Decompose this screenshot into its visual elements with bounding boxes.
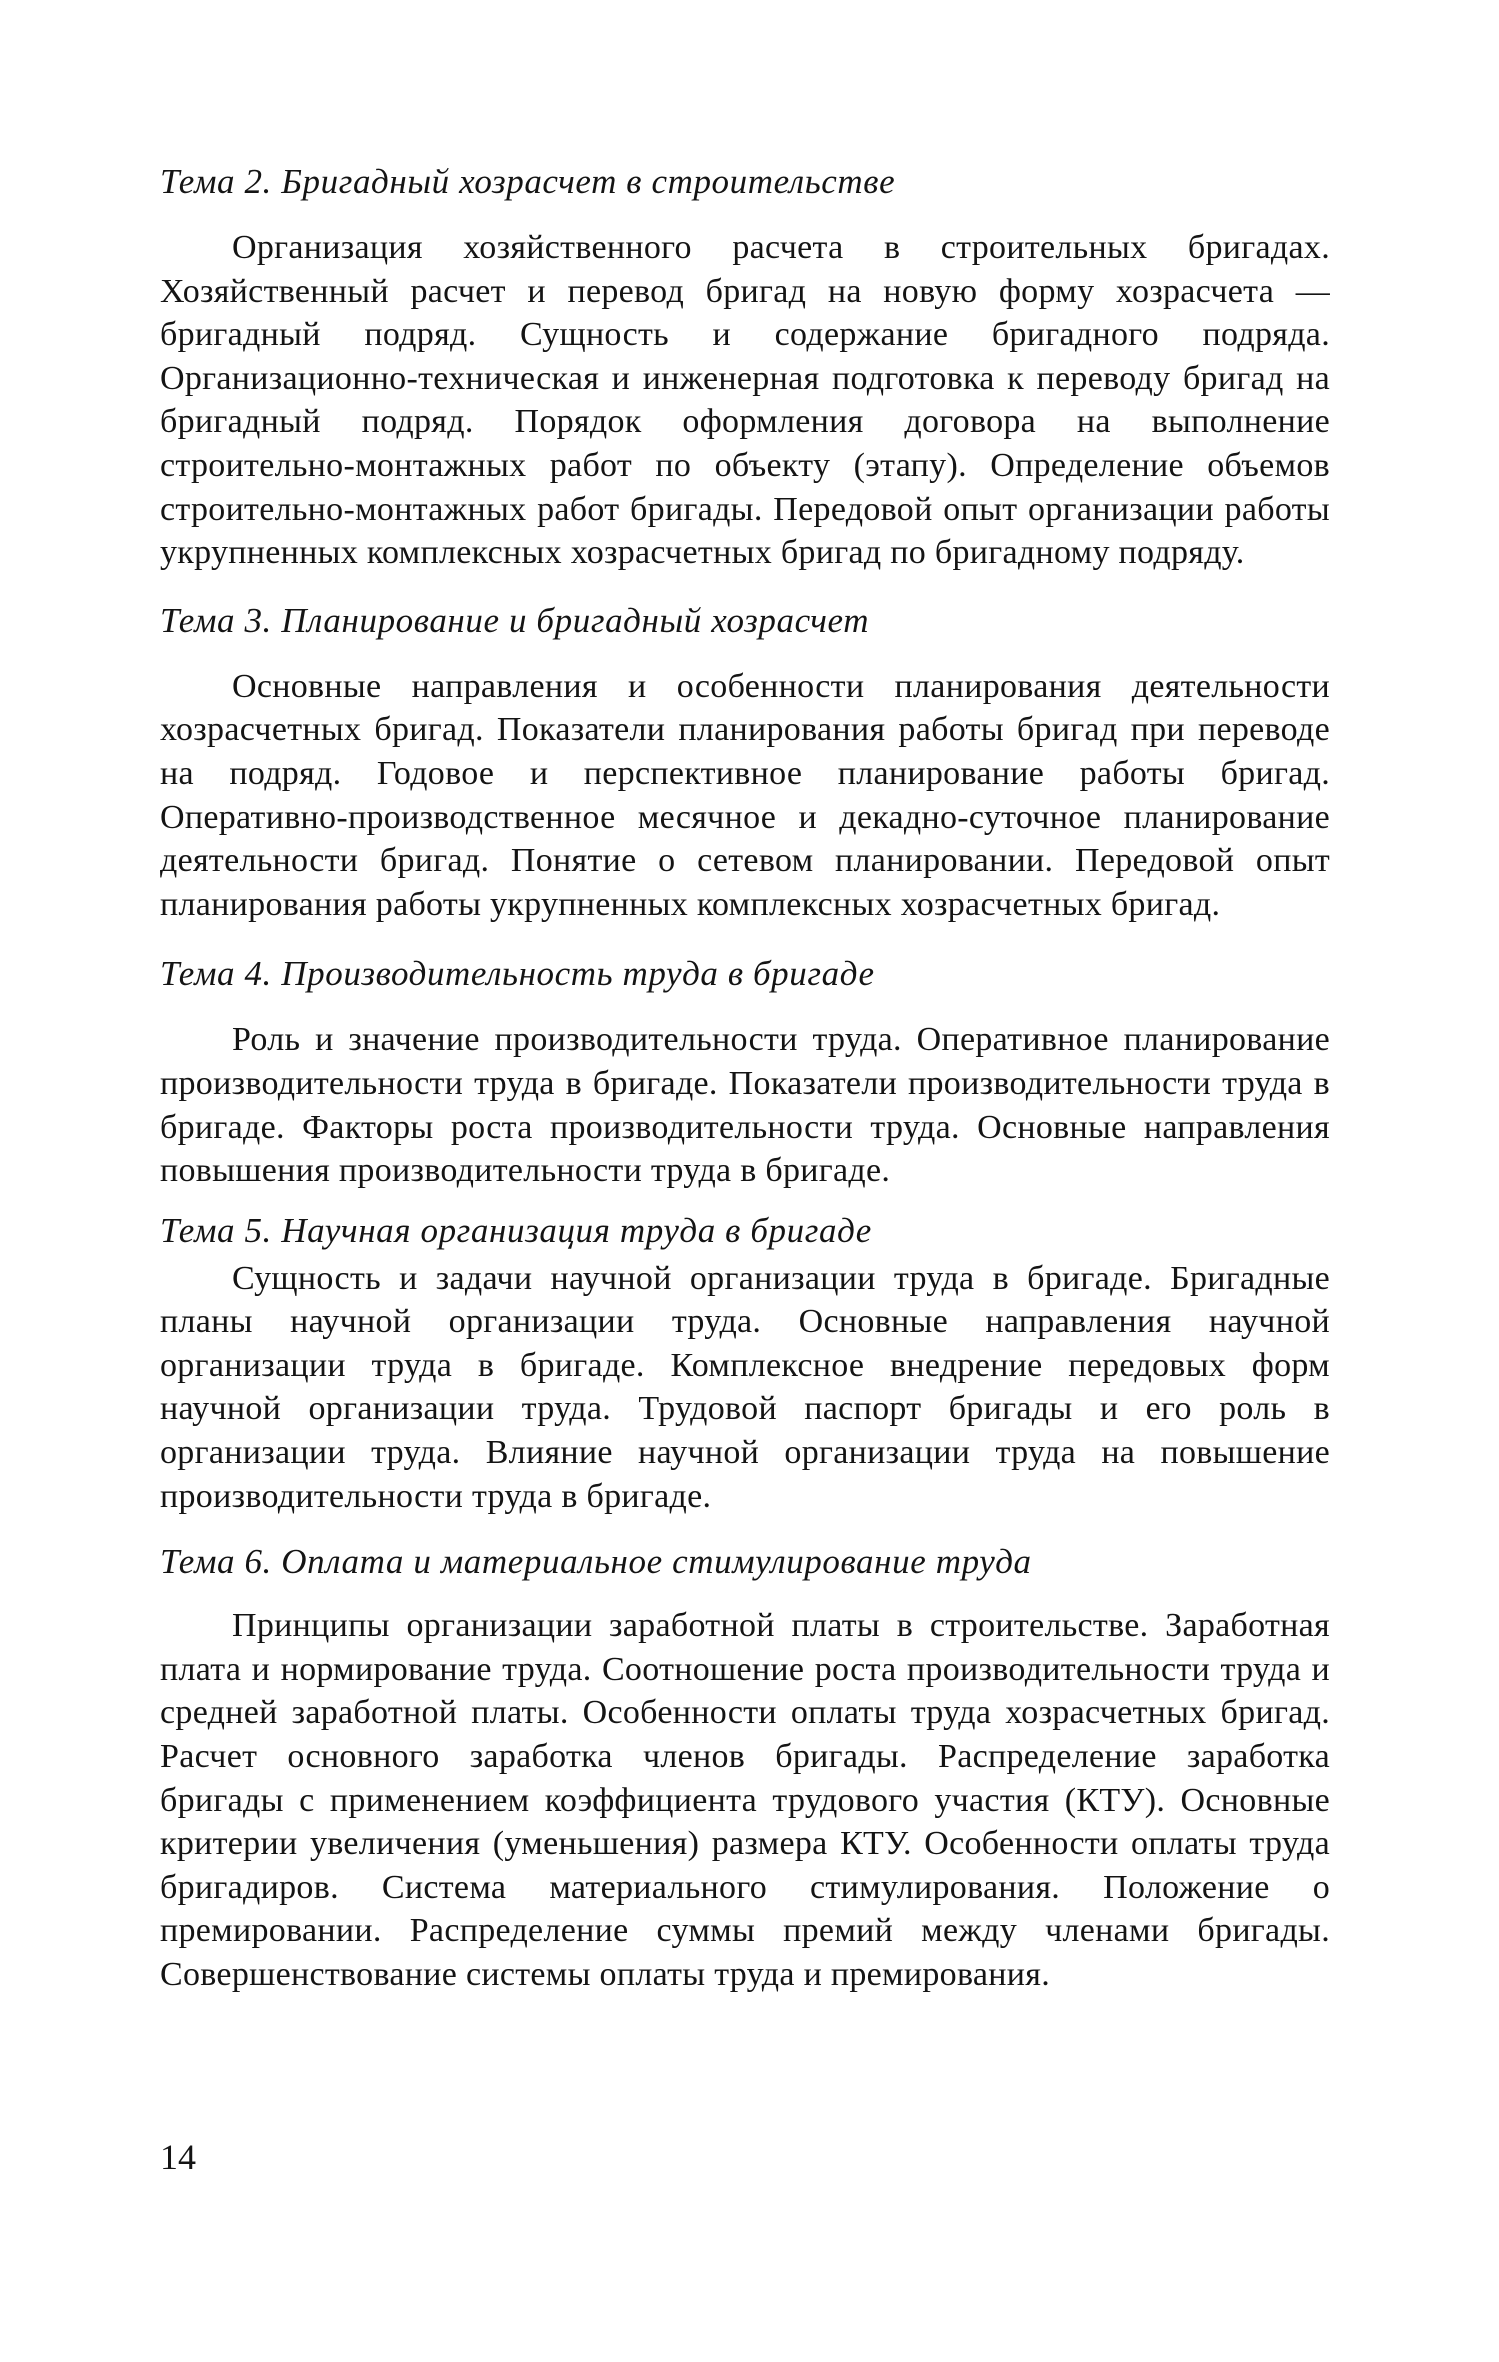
topic-5-heading: Тема 5. Научная организация труда в бригаде <box>160 1210 872 1250</box>
topic-2-body: Организация хозяйственного расчета в строительных бригадах. Хозяйственный расчет и перевод бригад на новую форму хозрасчета — бригадный подряд. Сущность и содержание бригадного подряда. Организационно-техническая и инженерная подготовка к переводу бригад на бригадный подряд. Порядок оформления договора на выполнение строительно-монтажных работ по объекту (этапу). Определение объемов строительно-монтажных работ бригады. Передовой опыт организации работы укрупненных комплексных хозрасчетных бригад по бригадному подряду. <box>160 229 1330 572</box>
page-content <box>160 160 1330 1997</box>
topic-3-body: Основные направления и особенности планирования деятельности хозрасчетных бригад. Показатели планирования работы бригад при переводе на подряд. Годовое и перспективное планирование работы бригад. Оперативно-производственное месячное и декадно-суточное планирование деятельности бригад. Понятие о сетевом планировании. Передовой опыт планирования работы укрупненных комплексных хозрасчетных бригад. <box>160 667 1330 923</box>
topic-4-body: Роль и значение производительности труда. Оперативное планирование производительности труда в бригаде. Показатели производительности труда в бригаде. Факторы роста производительности труда. Основные направления повышения производительности труда в бригаде. <box>160 1021 1330 1190</box>
topic-6-body: Принципы организации заработной платы в строительстве. Заработная плата и нормирование труда. Соотношение роста производительности труда и средней заработной платы. Особенности оплаты труда хозрасчетных бригад. Расчет основного заработка членов бригады. Распределение заработка бригады с применением коэффициента трудового участия (КТУ). Основные критерии увеличения (уменьшения) размера КТУ. Особенности оплаты труда бригадиров. Система материального стимулирования. Положение о премировании. Распределение суммы премий между членами бригады. Совершенствование системы оплаты труда и премирования. <box>160 1607 1330 1993</box>
topic-5-body: Сущность и задачи научной организации труда в бригаде. Бригадные планы научной организации труда. Основные направления научной организации труда в бригаде. Комплексное внедрение передовых форм научной организации труда. Трудовой паспорт бригады и его роль в организации труда. Влияние научной организации труда на повышение производительности труда в бригаде. <box>160 1259 1330 1515</box>
topic-4-section <box>160 952 1330 1192</box>
topic-5-section <box>160 1209 1330 1519</box>
topic-2-heading: Тема 2. Бригадный хозрасчет в строительстве <box>160 162 896 201</box>
topic-6-section <box>160 1540 1330 1996</box>
topic-3-heading: Тема 3. Планирование и бригадный хозрасчет <box>160 600 870 640</box>
topic-2-section <box>160 160 1330 575</box>
topic-3-section <box>160 599 1330 927</box>
topic-4-heading: Тема 4. Производительность труда в бригаде <box>160 954 875 994</box>
page-number: 14 <box>160 2137 196 2177</box>
topic-6-heading: Тема 6. Оплата и материальное стимулирование труда <box>160 1542 1032 1582</box>
